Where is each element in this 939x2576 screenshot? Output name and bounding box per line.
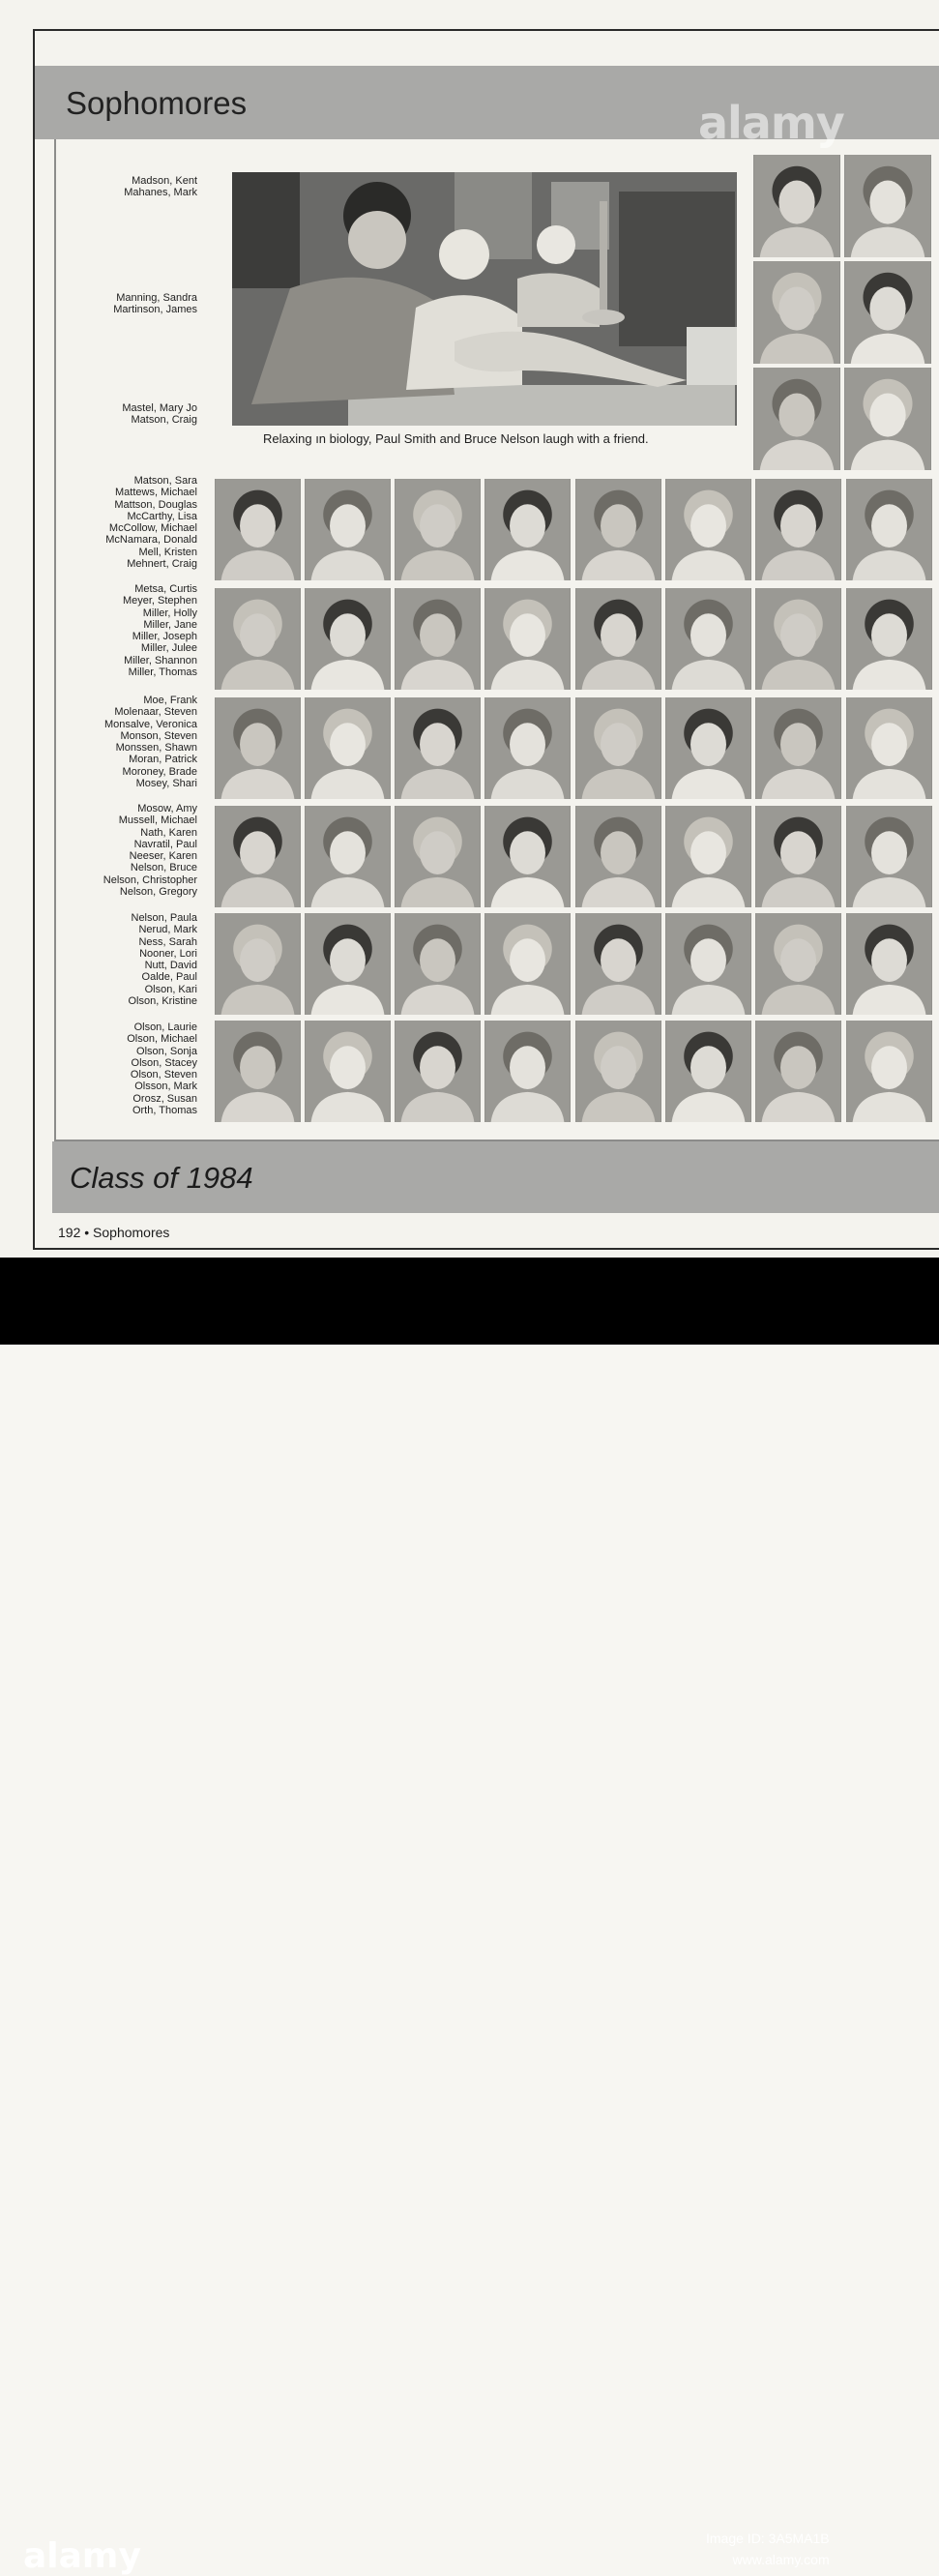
name-list-row-5 [128,912,197,1007]
student-portrait [846,697,932,799]
student-name: Nerud, Mark [138,924,197,936]
student-name: Moran, Patrick [129,754,197,766]
student-name: Molenaar, Steven [114,706,197,719]
student-name: Ness, Sarah [138,935,197,948]
student-portrait [215,479,301,580]
student-portrait [484,479,571,580]
student-portrait [395,697,481,799]
student-name: Miller, Julee [140,642,197,655]
student-portrait [575,913,661,1015]
student-name: McCollow, Michael [108,522,197,535]
student-portrait [755,479,841,580]
student-name: Oalde, Paul [141,971,197,984]
student-portrait [575,697,661,799]
stock-footer [0,1258,939,2576]
student-portrait [484,806,571,907]
student-name: Moroney, Brade [122,765,197,778]
student-name: Mussell, Michael [118,814,197,827]
student-name: Madson, Kent [132,175,197,187]
student-name: Miller, Thomas [128,666,197,679]
student-name: Monsalve, Veronica [104,718,197,730]
student-portrait [755,1021,841,1122]
student-name: Mattews, Michael [115,487,197,499]
student-name: Moe, Frank [143,695,197,706]
student-name: Nelson, Bruce [130,862,197,874]
student-portrait [215,697,301,799]
class-heading: Class of 1984 [70,1161,253,1195]
biology-photo-art [232,172,737,426]
student-name: Manning, Sandra [116,292,197,304]
student-portrait [665,913,751,1015]
student-name: Matson, Craig [131,414,197,427]
student-name: Mastel, Mary Jo [122,402,197,414]
student-name: Olson, Stacey [131,1056,197,1069]
student-name: Miller, Joseph [132,631,197,643]
stock-legend [706,2528,830,2570]
student-name: Metsa, Curtis [134,583,197,595]
student-portrait [753,261,840,364]
student-portrait [665,1021,751,1122]
student-name: Mosow, Amy [137,803,197,814]
student-name: Miller, Jane [143,618,197,631]
student-portrait [395,588,481,690]
student-name: Nelson, Christopher [103,873,197,886]
name-list-row-1 [105,475,197,570]
name-list-top-3 [122,402,197,427]
student-name: Olson, Sonja [136,1045,197,1057]
student-name: Orth, Thomas [132,1105,197,1117]
student-portrait [846,479,932,580]
student-name: Mehnert, Craig [127,558,197,571]
student-name: Mosey, Shari [135,778,197,790]
photo-caption: Relaxing ın biology, Paul Smith and Bruce Nelson laugh with a friend. [263,431,649,446]
name-list-top-1 [124,175,197,199]
student-portrait [215,1021,301,1122]
name-list-row-4 [103,803,197,898]
student-name: Nelson, Gregory [119,886,197,899]
student-name: Matson, Sara [133,475,197,487]
student-name: Monssen, Shawn [115,742,197,755]
student-portrait [484,697,571,799]
student-portrait [755,806,841,907]
student-portrait [665,697,751,799]
student-portrait [755,913,841,1015]
student-portrait [844,368,931,470]
student-portrait [753,155,840,257]
student-portrait [305,479,391,580]
student-name: Olson, Kari [144,983,197,995]
biology-class-photo [232,172,737,426]
student-name: Nutt, David [144,960,197,972]
student-portrait [755,697,841,799]
student-name: Nath, Karen [140,826,197,839]
student-name: Olson, Kristine [128,995,197,1008]
student-portrait [844,155,931,257]
student-name: Orosz, Susan [132,1092,197,1105]
student-name: Navratil, Paul [133,838,197,850]
student-portrait [844,261,931,364]
student-portrait [484,588,571,690]
student-name: Olson, Michael [127,1033,197,1046]
page-folio: 192 • Sophomores [58,1225,170,1240]
site-url-text: www.alamy.com [732,2552,830,2567]
student-name: Mell, Kristen [138,546,197,558]
student-name: Olsson, Mark [134,1081,197,1093]
student-name: Mattson, Douglas [114,498,197,511]
student-name: Martinson, James [113,304,197,316]
student-portrait [755,588,841,690]
student-portrait [575,479,661,580]
student-portrait [846,1021,932,1122]
student-portrait [665,806,751,907]
student-portrait [753,368,840,470]
student-portrait [846,913,932,1015]
student-portrait [305,588,391,690]
name-list-row-3 [104,695,197,789]
alamy-logo: alamy [23,2536,141,2576]
student-name: Nelson, Paula [131,912,197,924]
name-list-row-6 [127,1022,197,1116]
student-portrait [575,1021,661,1122]
student-name: Meyer, Stephen [122,595,197,607]
student-name: Nooner, Lori [139,947,197,960]
student-name: McNamara, Donald [105,534,197,547]
student-portrait [846,588,932,690]
image-id-text: Image ID: 3A5MA1B [706,2531,830,2546]
student-name: Monson, Steven [120,729,197,742]
student-name: Neeser, Karen [129,850,197,863]
student-portrait [305,913,391,1015]
watermark-logo: alamy [698,97,844,149]
student-portrait [395,913,481,1015]
student-portrait [395,1021,481,1122]
student-name: Olson, Laurie [133,1022,197,1033]
student-name: Mahanes, Mark [124,187,197,199]
student-portrait [215,913,301,1015]
student-portrait [575,806,661,907]
name-list-top-2 [113,292,197,316]
student-portrait [305,806,391,907]
student-portrait [215,806,301,907]
page-title: Sophomores [66,85,248,121]
student-name: McCarthy, Lisa [127,510,197,522]
student-name: Miller, Shannon [124,654,197,666]
student-portrait [395,806,481,907]
yearbook-page [0,0,939,1258]
student-name: Miller, Holly [142,607,197,619]
student-portrait [305,697,391,799]
student-portrait [484,913,571,1015]
student-portrait [215,588,301,690]
name-list-row-2 [123,583,197,678]
student-portrait [484,1021,571,1122]
student-portrait [395,479,481,580]
student-name: Olson, Steven [130,1069,197,1081]
student-portrait [305,1021,391,1122]
student-portrait [846,806,932,907]
student-portrait [575,588,661,690]
student-portrait [665,479,751,580]
student-portrait [665,588,751,690]
